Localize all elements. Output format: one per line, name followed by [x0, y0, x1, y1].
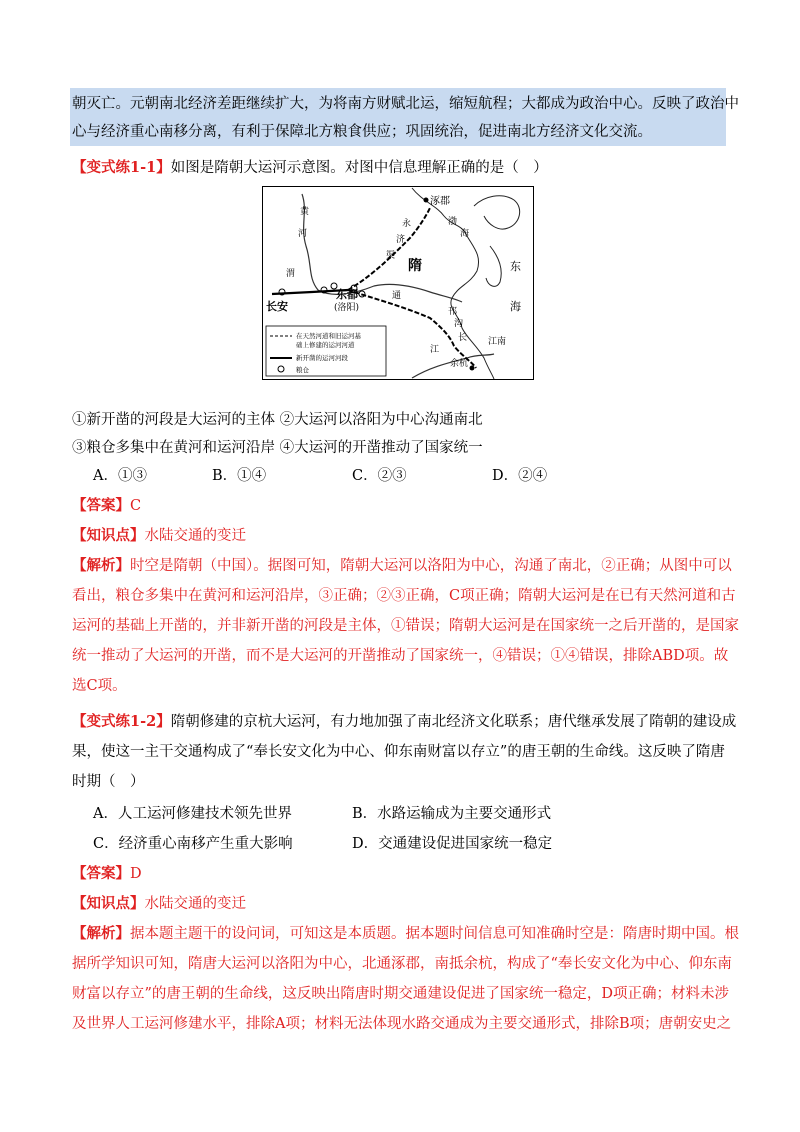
legend-item-4: 粮仓 [296, 366, 309, 374]
q2-kp-value: 水陆交通的变迁 [144, 896, 246, 912]
yuhang-dot [470, 366, 475, 371]
q1-option-a[interactable]: A．①③ [93, 468, 147, 484]
label-ji: 济 [396, 235, 406, 245]
q1-analysis-line-1 [72, 556, 732, 576]
q2-option-a[interactable]: A．人工运河修建技术领先世界 [93, 806, 292, 822]
q1-analysis-tag: 【解析】 [72, 557, 130, 574]
label-gou: 沟 [454, 319, 464, 329]
label-bohai-1: 渤 [448, 217, 458, 227]
q2-answer [72, 864, 142, 884]
q1-stem-line [72, 158, 548, 178]
q1-kp-value: 水陆交通的变迁 [144, 528, 246, 544]
legend-item-1: 在天然河道和旧运河基 [296, 332, 361, 340]
q2-stem-line-3: 时期（ ） [72, 774, 145, 790]
label-tong: 通 [392, 291, 402, 301]
q2-analysis-line-3: 财富以存立”的唐王朝的生命线，这反映出隋唐时期交通建设促进了国家统一稳定，D项正确；材料未涉 [72, 986, 730, 1002]
sui-grand-canal-map [262, 186, 534, 380]
q1-option-b[interactable]: B．①④ [212, 468, 267, 484]
label-jiang: 江 [430, 345, 440, 355]
intro-line-1: 朝灭亡。元朝南北经济差距继续扩大，为将南方财赋北运，缩短航程；大都成为政治中心。反映了政治中 [72, 96, 739, 112]
q2-stem-text-1: 隋朝修建的京杭大运河，有力地加强了南北经济文化联系；唐代继承发展了隋朝的建设成 [170, 714, 737, 730]
q2-analysis-line-1 [72, 924, 739, 944]
label-sui: 隋 [408, 258, 422, 274]
q1-analysis-line-4: 统一推动了大运河的开凿，而不是大运河的开凿推动了国家统一，④错误；①④错误，排除ABD项。故 [72, 648, 729, 664]
q1-analysis-line-3: 运河的基础上开凿的，并非新开凿的河段是主体，①错误；隋朝大运河是在国家统一之后开凿的，是国家 [72, 618, 739, 634]
zhuojun-dot [424, 198, 429, 203]
label-chang: 长 [458, 333, 468, 343]
q2-option-b[interactable]: B．水路运输成为主要交通形式 [352, 806, 552, 822]
label-luoyang: (洛阳) [334, 303, 360, 313]
q2-knowledge-point [72, 894, 246, 914]
label-jiangnan: 江南 [488, 337, 507, 347]
label-yong: 永 [402, 219, 412, 229]
q2-kp-tag: 【知识点】 [72, 895, 145, 912]
label-zhuojun: 涿郡 [430, 196, 450, 207]
q2-analysis-line-2: 据所学知识可知，隋唐大运河以洛阳为中心，北通涿郡，南抵余杭，构成了“奉长安文化为中心、仰东南 [72, 956, 732, 972]
q2-option-c[interactable]: C．经济重心南移产生重大影响 [93, 836, 293, 852]
q1-analysis-text-1: 时空是隋朝（中国）。据图可知，隋朝大运河以洛阳为中心，沟通了南北，②正确；从图中可以 [130, 558, 732, 574]
label-dong: 东 [510, 260, 521, 273]
intro-line-2: 心与经济重心南移分离，有利于保障北方粮食供应；巩固统治，促进南北方经济文化交流。 [72, 124, 652, 140]
q1-answer [72, 496, 141, 516]
q1-option-d[interactable]: D．②④ [492, 468, 548, 484]
label-han: 邗 [448, 307, 458, 317]
q1-analysis-line-2: 看出，粮仓多集中在黄河和运河沿岸，③正确；②③正确，C项正确；隋朝大运河是在已有天然河道和古 [72, 588, 736, 604]
label-qu: 渠 [386, 251, 396, 261]
label-dongdu: 东都 [336, 288, 358, 301]
q2-option-d[interactable]: D．交通建设促进国家统一稳定 [352, 836, 553, 852]
q1-answer-tag: 【答案】 [72, 497, 130, 514]
q2-answer-value: D [130, 866, 142, 882]
q1-statement-2: ③粮仓多集中在黄河和运河沿岸 ④大运河的开凿推动了国家统一 [72, 440, 483, 456]
map-legend [266, 326, 386, 376]
q1-stem: 如图是隋朝大运河示意图。对图中信息理解正确的是（ ） [170, 160, 548, 176]
label-huang: 黄 [300, 207, 310, 217]
q2-stem-line-1 [72, 712, 736, 732]
q1-analysis-line-5: 选C项。 [72, 678, 127, 694]
q1-option-c[interactable]: C．②③ [352, 468, 407, 484]
label-bohai-2: 海 [460, 229, 470, 239]
q2-analysis-line-4: 及世界人工运河修建水平，排除A项；材料无法体现水路交通成为主要交通形式，排除B项；唐朝安史之 [72, 1016, 732, 1032]
q2-stem-line-2: 果，使这一主干交通构成了“奉长安文化为中心、仰东南财富以存立”的唐王朝的生命线。这反映了隋唐 [72, 744, 725, 760]
label-he: 河 [298, 229, 308, 239]
label-hai: 海 [510, 300, 521, 313]
q1-answer-value: C [130, 498, 142, 514]
legend-item-3: 新开凿的运河河段 [296, 354, 348, 362]
legend-item-2: 础上修建的运河河道 [296, 341, 355, 349]
q1-kp-tag: 【知识点】 [72, 527, 145, 544]
q2-tag: 【变式练1-2】 [72, 713, 171, 730]
label-wei: 渭 [286, 269, 296, 279]
q1-tag: 【变式练1-1】 [72, 159, 171, 176]
q1-knowledge-point [72, 526, 246, 546]
q2-analysis-tag: 【解析】 [72, 925, 130, 942]
q1-statement-1: ①新开凿的河段是大运河的主体 ②大运河以洛阳为中心沟通南北 [72, 412, 483, 428]
q2-analysis-text-1: 据本题主题干的设问词，可知这是本质题。据本题时间信息可知准确时空是：隋唐时期中国。根 [130, 926, 739, 942]
label-yuhang: 余杭 [450, 359, 469, 369]
label-changan: 长安 [266, 300, 288, 313]
q2-answer-tag: 【答案】 [72, 865, 130, 882]
